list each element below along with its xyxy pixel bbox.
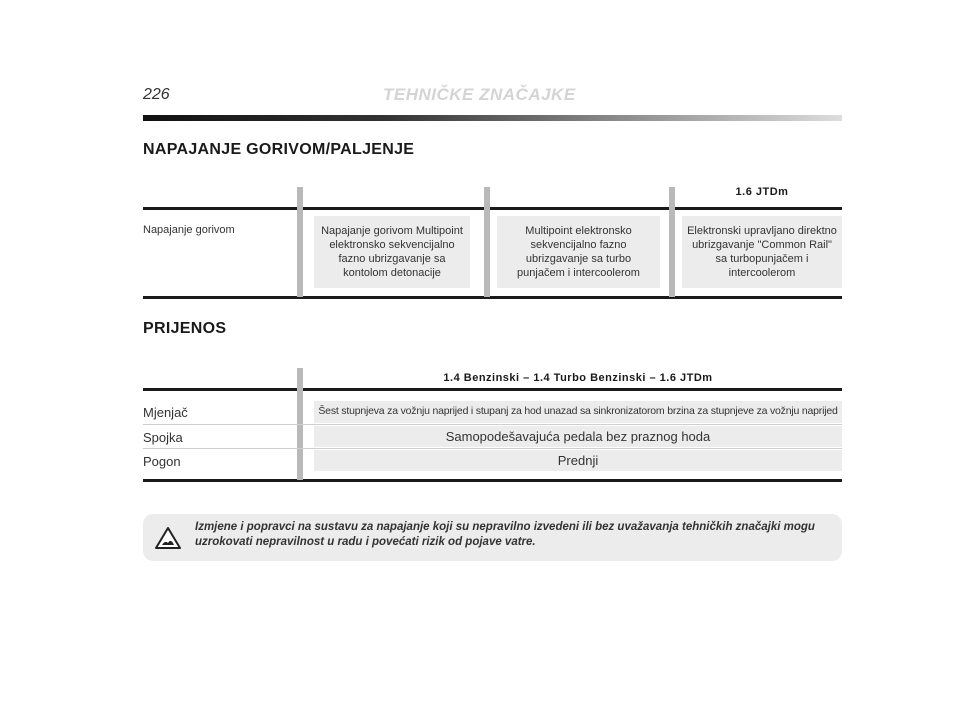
transmission-column-header: 1.4 Benzinski – 1.4 Turbo Benzinski – 1.6 JTDm [443, 372, 713, 384]
column-divider [669, 187, 675, 297]
transmission-value-drive: Prednji [314, 450, 842, 471]
running-title: TEHNIČKE ZNAČAJKE [383, 85, 576, 104]
fuel-cell-2: Multipoint elektronsko sekvencijalno fazno ubrizgavanje sa turbo punjačem i intercoolerom [497, 216, 660, 288]
warning-text: Izmjene i popravci na sustavu za napajanje koji su nepravilno izvedeni ili bez uvažavanja tehničkih značajki mogu uzrokovati nepravilnost u radu i povećati rizik od pojave vatre. [195, 521, 815, 548]
fuel-table-bottom-rule [143, 296, 842, 299]
fuel-cell-1: Napajanje gorivom Multipoint elektronsko sekvencijalno fazno ubrizgavanje sa kontolom detonacije [314, 216, 470, 288]
row-separator [143, 448, 842, 449]
warning-triangle-icon [154, 526, 182, 555]
transmission-table-bottom-rule [143, 479, 842, 482]
transmission-value-clutch: Samopodešavajuća pedala bez praznog hoda [314, 426, 842, 447]
fuel-table-top-rule [143, 207, 842, 210]
transmission-row-label: Mjenjač [143, 405, 188, 420]
column-divider [297, 187, 303, 297]
page-number: 226 [143, 86, 170, 103]
fuel-section-title: NAPAJANJE GORIVOM/PALJENJE [143, 141, 415, 158]
row-separator [143, 424, 842, 425]
transmission-table-top-rule [143, 388, 842, 391]
transmission-section-title: PRIJENOS [143, 320, 227, 337]
column-divider [484, 187, 490, 297]
header-rule [143, 115, 842, 121]
fuel-column-header-3: 1.6 JTDm [735, 186, 789, 198]
fuel-cell-3: Elektronski upravljano direktno ubrizgavanje "Common Rail" sa turbopunjačem i intercoolerom [682, 216, 842, 288]
transmission-row-label: Spojka [143, 430, 183, 445]
transmission-value-gearbox: Šest stupnjeva za vožnju naprijed i stupanj za hod unazad sa sinkronizatorom brzina za stupnjeve za vožnju naprijed [314, 401, 842, 423]
transmission-row-label: Pogon [143, 454, 181, 469]
fuel-row-label: Napajanje gorivom [143, 224, 235, 236]
